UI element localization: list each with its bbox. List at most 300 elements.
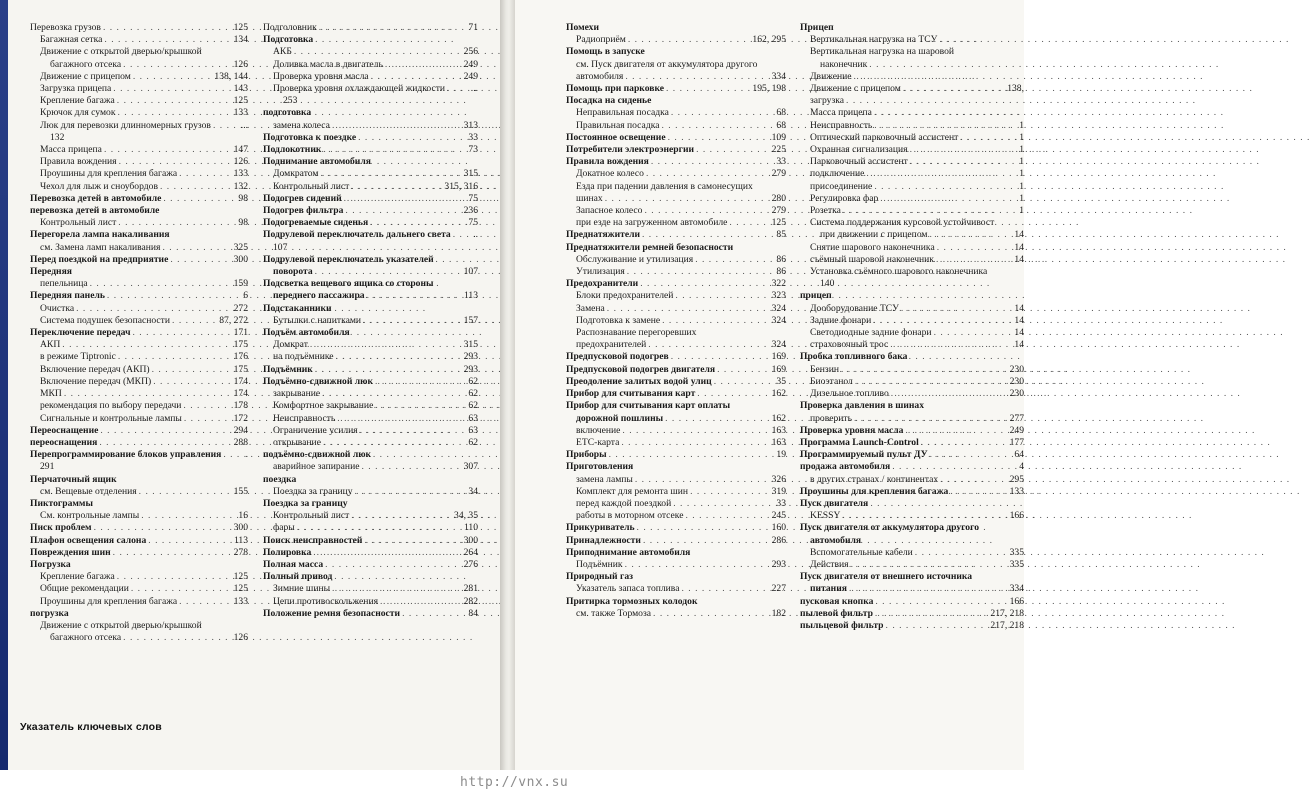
index-page-number: 73 (468, 144, 478, 156)
index-term: Докатное колесо (576, 168, 644, 180)
index-entry (30, 34, 248, 46)
index-term: питания (810, 583, 847, 595)
leader-dots (661, 120, 774, 132)
index-term: АКП (40, 339, 61, 351)
leader-dots (621, 437, 769, 449)
index-page-number: 217, 218 (990, 607, 1024, 619)
leader-dots (90, 278, 232, 290)
index-page-number: 33 (468, 131, 478, 143)
index-term: Повреждения шин (30, 546, 111, 558)
index-page-number: 113 (463, 290, 478, 302)
index-term: автомобиля (576, 70, 624, 82)
leader-dots (118, 107, 232, 119)
leader-dots (875, 608, 989, 620)
index-entry (566, 486, 786, 498)
index-entry (800, 339, 1024, 351)
index-page-number: 174 (233, 388, 248, 400)
leader-dots (910, 156, 1017, 168)
leader-dots (873, 315, 1012, 327)
index-term: Подголовник (263, 22, 317, 33)
index-term: Перевозка детей в автомобиле (30, 192, 162, 204)
index-term: проверить (810, 412, 852, 424)
index-entry (30, 242, 248, 254)
index-term: Загрузка прицепа (40, 83, 112, 95)
index-term: Охранная сигнализация (810, 144, 908, 156)
index-entry (30, 400, 248, 412)
index-entry (30, 181, 248, 193)
index-term: переднего пассажира (273, 290, 365, 302)
index-page-number: 64 (1014, 449, 1024, 461)
index-page-number: 63 (468, 412, 478, 424)
leader-dots (622, 425, 769, 437)
leader-dots (294, 46, 462, 58)
index-page-number: 1 (1019, 192, 1024, 204)
index-entry (566, 266, 786, 278)
leader-dots (148, 535, 232, 547)
index-term: Обслуживание и утилизация (576, 253, 694, 265)
leader-dots (363, 315, 462, 327)
leader-dots (651, 156, 775, 168)
leader-dots (152, 364, 232, 376)
index-entry (566, 510, 786, 522)
index-term: фары (273, 522, 295, 534)
leader-dots (671, 351, 770, 363)
index-term: см. также Тормоза (576, 607, 652, 619)
leader-dots (874, 107, 1022, 119)
index-term: Неисправность (273, 412, 336, 424)
index-term: при движении с прицепом (820, 229, 928, 241)
index-entry (30, 351, 248, 363)
leader-dots (344, 193, 467, 205)
index-entry (30, 217, 248, 229)
index-term: Принадлежности (566, 534, 641, 546)
index-entry (566, 120, 786, 132)
index-entry (263, 132, 478, 144)
index-entry (263, 83, 478, 95)
index-page-number: 162, 295 (752, 34, 786, 46)
leader-dots (319, 22, 467, 34)
index-page-number: 295 (1009, 473, 1024, 485)
leader-dots (160, 181, 232, 193)
leader-dots (213, 120, 239, 132)
index-term: открывание (273, 436, 321, 448)
index-entry (263, 217, 478, 229)
index-page-number: 315, 316 (444, 180, 478, 192)
index-page-number: 172 (233, 412, 248, 424)
index-entry (30, 290, 248, 302)
index-term: Багажная сетка (40, 34, 103, 46)
index-page-number: 86 (776, 253, 786, 265)
index-entry (263, 413, 478, 425)
index-entry (263, 193, 478, 205)
index-term: Система подушек безопасности (40, 314, 171, 326)
leader-dots (104, 144, 232, 156)
index-term: багажного отсека (50, 632, 122, 644)
index-term: Блоки предохранителей (576, 290, 674, 302)
index-entry (566, 351, 786, 363)
index-term: Неправильная посадка (576, 107, 669, 119)
index-term: Поездка за границу (273, 485, 353, 497)
index-page-number: 300 (463, 534, 478, 546)
leader-dots (930, 449, 1013, 461)
leader-dots (345, 205, 461, 217)
index-page-number: 1 (1019, 168, 1024, 180)
leader-dots (355, 486, 467, 498)
index-entry (30, 425, 248, 437)
index-term: МКП (40, 388, 62, 400)
index-page-number: 133 (233, 168, 248, 180)
index-term: Парковочный ассистент (810, 156, 908, 168)
index-entry (30, 315, 248, 327)
leader-dots (673, 498, 774, 510)
leader-dots (627, 266, 775, 278)
index-entry (30, 486, 248, 498)
leader-dots (99, 437, 231, 449)
index-page-number: 125 (233, 95, 248, 107)
index-page-number: 126 (233, 632, 248, 644)
index-term: Движение с прицепом (40, 70, 131, 82)
leader-dots (323, 437, 466, 449)
index-page-number: 169 (771, 363, 786, 375)
index-term: Домкратом (273, 168, 319, 180)
leader-dots (133, 327, 232, 339)
leader-dots (642, 229, 774, 241)
index-entry (263, 608, 478, 620)
index-page-number: 249 (463, 70, 478, 82)
index-entry (30, 156, 248, 168)
index-entry (566, 364, 786, 376)
leader-dots (901, 303, 1013, 315)
index-page-number: 19 (776, 449, 786, 461)
index-entry (800, 583, 1024, 595)
index-term: Доливка масла в двигатель (273, 58, 383, 70)
index-page-number: 324 (771, 314, 786, 326)
leader-dots (123, 632, 231, 644)
leader-dots (170, 254, 231, 266)
index-entry (263, 547, 478, 559)
index-term: дорожной пошлины (576, 412, 664, 424)
index-entry (800, 34, 1024, 46)
leader-dots (690, 486, 770, 498)
leader-dots (681, 583, 769, 595)
index-entry (800, 425, 1024, 437)
index-page-number: 315 (463, 339, 478, 351)
index-page-number: 125 (233, 571, 248, 583)
index-term: АКБ (273, 46, 292, 58)
index-page-number: 63 (468, 424, 478, 436)
index-entry (566, 168, 786, 180)
index-term: Крепление багажа (40, 95, 115, 107)
index-term: Масса прицепа (810, 107, 872, 119)
leader-dots (336, 351, 462, 363)
index-term: Правильная посадка (576, 119, 660, 131)
leader-dots (851, 559, 1008, 571)
leader-dots (315, 266, 462, 278)
leader-dots (323, 144, 466, 156)
leader-dots (717, 364, 770, 376)
leader-dots (607, 303, 770, 315)
index-entry (566, 437, 786, 449)
index-entry (30, 376, 248, 388)
index-entry (263, 181, 478, 193)
index-term: пусковая кнопка (800, 595, 874, 607)
book-gutter (500, 0, 515, 770)
index-term: Оптический парковочный ассистент (810, 131, 959, 143)
index-term: Ограничение усилия (273, 424, 358, 436)
index-page-number: 143 (233, 83, 248, 95)
index-entry: Пробка топливного бака (800, 351, 908, 363)
index-term: продажа автомобиля (800, 461, 891, 473)
index-term: Движение с прицепом (810, 83, 901, 95)
leader-dots (402, 608, 466, 620)
leader-dots (936, 254, 1012, 266)
index-term: рекомендация по выбору передачи (40, 400, 182, 412)
index-entry (30, 510, 248, 522)
index-term: Контрольный лист (273, 180, 350, 192)
index-page-number: 85 (776, 229, 786, 241)
index-term: см. Вещевые отделения (40, 485, 137, 497)
index-entry (800, 205, 1024, 217)
index-page-number: 125 (233, 583, 248, 595)
index-entry (566, 229, 786, 241)
index-entry: Природный газ (566, 571, 633, 583)
leader-dots (94, 522, 232, 534)
index-page-number: 125 (771, 217, 786, 229)
index-entry (800, 559, 1024, 571)
index-page-number: 14 (1014, 229, 1024, 241)
leader-dots (849, 583, 1008, 595)
index-entry (566, 425, 786, 437)
index-term: Подогреваемые сиденья (263, 217, 369, 229)
leader-dots (117, 95, 232, 107)
index-entry (30, 71, 248, 83)
leader-dots (320, 168, 461, 180)
index-term: Подготовка к поездке (263, 131, 357, 143)
leader-dots (695, 254, 774, 266)
index-entry: Преднатяжители ремней безопасности (566, 241, 734, 253)
index-term: при езде на загруженном автомобиле (576, 217, 728, 229)
index-entry: Приподнимание автомобиля (566, 546, 691, 558)
index-entry (30, 254, 248, 266)
index-term: багажного отсека (50, 58, 122, 70)
index-page-number: 162 (771, 388, 786, 400)
index-entry: Прицеп (800, 22, 834, 33)
index-page-number: 1 (1019, 180, 1024, 192)
leader-dots (697, 388, 769, 400)
index-page-number: 133 (1009, 485, 1024, 497)
index-page-number: 113 (233, 534, 248, 546)
leader-dots (118, 217, 236, 229)
index-page-number: 195, 198 (752, 83, 786, 95)
index-term: Действия (810, 558, 849, 570)
index-entry: Притирка тормозных колодок (566, 595, 698, 607)
index-page-number: 163 (771, 436, 786, 448)
index-entry (566, 413, 786, 425)
index-entry: Пуск двигателя (800, 497, 869, 509)
index-entry (263, 522, 478, 534)
leader-dots (184, 413, 232, 425)
index-page-number: 110 (463, 522, 478, 534)
index-term: Перед поездкой на предприятие (30, 253, 169, 265)
index-entry (30, 364, 248, 376)
leader-dots (358, 132, 466, 144)
index-entry: 132 (50, 131, 65, 143)
index-entry (800, 303, 1024, 315)
leader-dots (842, 510, 1007, 522)
index-term: Проверка уровня масла (273, 70, 369, 82)
leader-dots (886, 620, 989, 632)
index-entry (566, 303, 786, 315)
index-page-number: 75 (468, 217, 478, 229)
index-entry (800, 486, 1024, 498)
index-term: Правила вождения (40, 156, 117, 168)
index-entry (30, 596, 248, 608)
index-term: Подготовка к замене (576, 314, 661, 326)
index-term: Полировка (263, 546, 312, 558)
index-entry: поездка (263, 473, 297, 485)
index-term: Преднатяжители (566, 229, 640, 241)
index-entry (263, 461, 478, 473)
leader-dots (628, 34, 751, 46)
index-page-number: 175 (233, 339, 248, 351)
index-entry (263, 315, 478, 327)
leader-dots (113, 547, 232, 559)
index-entry: Распознавание перегоревших (576, 327, 697, 339)
index-entry (566, 83, 786, 95)
index-term: Проушины для крепления багажа (40, 595, 178, 607)
index-term: подключение (810, 168, 865, 180)
index-entry (800, 95, 1024, 107)
leader-dots (223, 449, 243, 461)
index-term: Плафон освещения салона (30, 534, 147, 546)
index-page-number: 14 (1014, 314, 1024, 326)
index-entry (30, 22, 248, 34)
leader-dots (62, 339, 231, 351)
leader-dots (866, 168, 1017, 180)
index-entry (800, 242, 1024, 254)
index-page-number: 84 (468, 607, 478, 619)
leader-dots (891, 388, 1008, 400)
index-entry: подготовка (263, 107, 312, 119)
right-page (515, 0, 1024, 770)
leader-dots (855, 376, 1008, 388)
index-page-number: 319 (771, 485, 786, 497)
index-entry: подъёмно-сдвижной люк (263, 449, 372, 461)
leader-dots (103, 22, 232, 34)
index-page-number: 14 (1014, 253, 1024, 265)
index-page-number: 177 (1009, 436, 1024, 448)
index-term: Проушины для крепления багажа (800, 485, 949, 497)
index-page-number: 14 (1014, 241, 1024, 253)
index-page-number: 75 (468, 192, 478, 204)
index-page-number: 125 (233, 22, 248, 33)
index-entry: 253 (283, 95, 298, 107)
index-term: Включение передач (МКП) (40, 375, 152, 387)
leader-dots (351, 181, 442, 193)
index-page-number: 87, 272 (219, 314, 248, 326)
index-page-number: 138, 144 (214, 70, 248, 82)
leader-dots (104, 34, 231, 46)
index-term: Поиск неисправностей (263, 534, 363, 546)
index-page-number: 134 (233, 34, 248, 46)
index-term: Зимние шины (273, 583, 331, 595)
index-entry: Подготовка (263, 34, 314, 46)
index-page-number: 175 (233, 363, 248, 375)
leader-dots (875, 596, 1007, 608)
index-entry (800, 156, 1024, 168)
leader-dots (163, 193, 236, 205)
leader-dots (313, 547, 461, 559)
leader-dots (729, 217, 769, 229)
index-entry (800, 364, 1024, 376)
leader-dots (841, 364, 1008, 376)
index-page-number: 174 (233, 375, 248, 387)
leader-dots (325, 559, 461, 571)
watermark-url: http://vnx.su (460, 775, 569, 790)
leader-dots (854, 413, 1008, 425)
leader-dots (453, 229, 471, 241)
index-page-number: 138, (1007, 83, 1024, 95)
index-entry (30, 571, 248, 583)
index-page-number: 334 (1009, 583, 1024, 595)
leader-dots (179, 596, 231, 608)
index-entry (566, 144, 786, 156)
leader-dots (625, 71, 769, 83)
index-term: Вспомогательные кабели (810, 546, 913, 558)
index-entry (30, 120, 248, 132)
index-entry: Посадка на сиденье (566, 95, 652, 107)
index-entry: Полный привод (263, 571, 333, 583)
index-term: Перепрограммирование блоков управления (30, 449, 222, 461)
index-term: загрузка (810, 95, 845, 107)
index-entry (263, 388, 478, 400)
index-term: работы в моторном отсеке (576, 510, 684, 522)
leader-dots (447, 83, 469, 95)
index-entry: Пуск двигателя от аккумулятора другого (800, 522, 979, 534)
index-entry (566, 205, 786, 217)
leader-dots (118, 351, 232, 363)
index-page-number: 71 (468, 22, 478, 33)
index-page-number: 323 (771, 290, 786, 302)
leader-dots (183, 400, 231, 412)
index-entry (30, 278, 248, 290)
index-entry: Пиктограммы (30, 497, 93, 509)
index-term: Розетка (810, 205, 841, 217)
index-term: Запасное колесо (576, 205, 643, 217)
index-term: пыльцевой фильтр (800, 619, 884, 631)
leader-dots (675, 290, 769, 302)
index-term: Прибор для считывания карт (566, 388, 696, 400)
index-term: Замена (576, 302, 605, 314)
index-term: поворота (273, 266, 313, 278)
index-entry: Подрулевой переключатель указателей (263, 253, 434, 265)
index-entry (30, 522, 248, 534)
index-entry (263, 266, 478, 278)
index-entry: Подъём автомобиля (263, 327, 350, 339)
index-term: Крепление багажа (40, 571, 115, 583)
leader-dots (671, 107, 775, 119)
index-column-2 (263, 22, 478, 620)
index-entry: Движение с открытой дверью/крышкой (40, 619, 202, 631)
index-column-4 (800, 22, 1024, 632)
index-entry (566, 449, 786, 461)
leader-dots (609, 449, 775, 461)
index-entry (263, 583, 478, 595)
index-entry (800, 449, 1024, 461)
index-entry: погрузка (30, 607, 69, 619)
index-entry: прицеп (800, 290, 832, 302)
index-entry (30, 83, 248, 95)
